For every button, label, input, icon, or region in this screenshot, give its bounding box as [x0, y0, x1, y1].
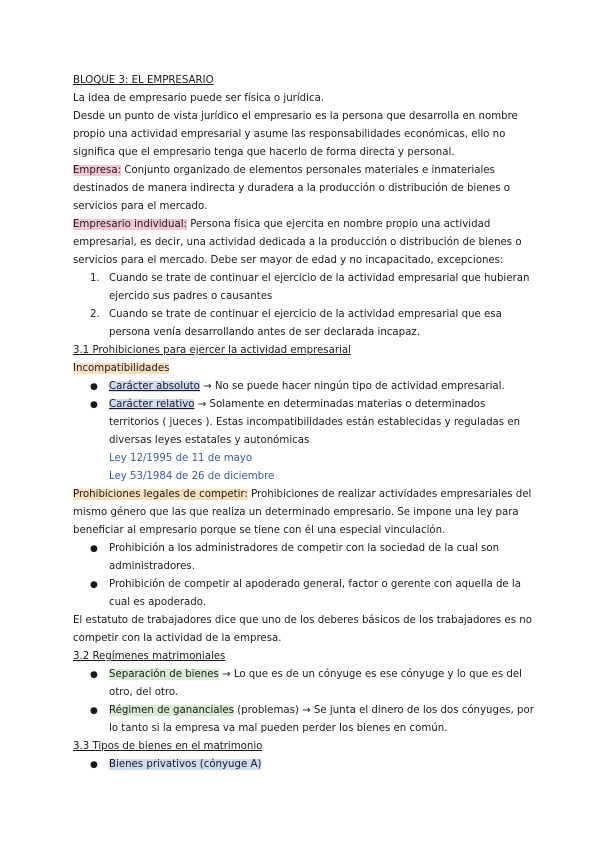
- bullet-icon: ●: [90, 400, 98, 410]
- list-item-cont: persona venía desarrollando antes de ser declarada incapaz.: [109, 327, 420, 338]
- list-item-cont: cual es apoderado.: [109, 597, 207, 608]
- intro-line: propio una actividad empresarial y asume las responsabilidades económicas, ello no: [73, 129, 506, 140]
- list-item: ● Prohibición de competir al apoderado general, factor o gerente con aquella de la: [73, 576, 533, 594]
- privativos-term: Bienes privativos (cónyuge A): [109, 759, 262, 770]
- empresa-term: Empresa:: [73, 165, 122, 176]
- list-item: [73, 756, 533, 774]
- separacion-term: Separación de bienes: [109, 669, 219, 680]
- individual-line: servicios para el mercado. Debe ser mayor de edad y no incapacitado, excepciones:: [73, 255, 504, 266]
- list-item: ● Régimen de gananciales (problemas) → Se junta el dinero de los dos cónyuges, por: [73, 702, 533, 720]
- individual-definition: Empresario individual: Persona física que ejercita en nombre propio una actividad: [73, 219, 491, 230]
- empresa-definition: Empresa: Conjunto organizado de elementos personales materiales e inmateriales: [73, 165, 495, 176]
- intro-line: La idea de empresario puede ser física o jurídica.: [73, 93, 325, 104]
- empresa-line: destinados de manera indirecta y duradera a la producción o distribución de bienes o: [73, 183, 511, 194]
- list-item: ● Prohibición a los administradores de competir con la sociedad de la cual son: [73, 540, 533, 558]
- individual-line: empresarial, es decir, una actividad dedicada a la producción o distribución de bienes o: [73, 237, 522, 248]
- legales-term: Prohibiciones legales de competir:: [73, 489, 248, 500]
- page-title: BLOQUE 3: EL EMPRESARIO: [73, 75, 214, 86]
- list-item: ● Carácter absoluto → No se puede hacer ningún tipo de actividad empresarial.: [73, 378, 533, 396]
- bullet-icon: ●: [90, 544, 98, 554]
- empresa-line: servicios para el mercado.: [73, 201, 208, 212]
- law-link[interactable]: Ley 12/1995 de 11 de mayo: [109, 453, 253, 464]
- bullet-icon: ●: [90, 580, 98, 590]
- list-item-cont: territorios ( jueces ). Estas incompatibilidades están establecidas y reguladas en: [109, 417, 521, 428]
- absoluto-term: Carácter absoluto: [109, 381, 200, 392]
- section-heading-3-1: 3.1 Prohibiciones para ejercer la actividad empresarial: [73, 345, 351, 356]
- list-item: 2. Cuando se trate de continuar el ejercicio de la actividad empresarial que esa: [90, 309, 502, 320]
- list-item-cont: ejercido sus padres o causantes: [109, 291, 273, 302]
- list-item-cont: diversas leyes estatales y autonómicas: [109, 435, 310, 446]
- list-item: 1. Cuando se trate de continuar el ejercicio de la actividad empresarial que hubieran: [90, 273, 530, 284]
- list-item-cont: otro, del otro.: [109, 687, 179, 698]
- gananciales-term: Régimen de gananciales: [109, 705, 234, 716]
- list-item-cont: administradores.: [109, 561, 195, 572]
- bullet-icon: ●: [90, 382, 98, 392]
- relativo-term: Carácter relativo: [109, 399, 195, 410]
- incompatibilidades-subheading: Incompatibilidades: [73, 363, 170, 374]
- document-page: [73, 72, 533, 774]
- bullet-icon: ●: [90, 706, 98, 716]
- bullet-icon: ●: [90, 670, 98, 680]
- law-link[interactable]: Ley 53/1984 de 26 de diciembre: [109, 471, 275, 482]
- section-heading-3-3: 3.3 Tipos de bienes en el matrimonio: [73, 741, 263, 752]
- individual-term: Empresario individual:: [73, 219, 187, 230]
- estatuto-line: competir con la actividad de la empresa.: [73, 633, 282, 644]
- list-item: ● Carácter relativo → Solamente en determinadas materias o determinados: [73, 396, 533, 414]
- list-item: ● Separación de bienes → Lo que es de un cónyuge es ese cónyuge y lo que es del: [73, 666, 533, 684]
- bullet-icon: ●: [90, 760, 98, 770]
- intro-line: significa que el empresario tenga que hacerlo de forma directa y personal.: [73, 147, 455, 158]
- legales-line: beneficiar al empresario porque se tiene con él una especial vinculación.: [73, 525, 446, 536]
- intro-line: Desde un punto de vista jurídico el empresario es la persona que desarrolla en nombre: [73, 111, 518, 122]
- estatuto-line: El estatuto de trabajadores dice que uno de los deberes básicos de los trabajadores es no: [73, 615, 532, 626]
- legales-definition: Prohibiciones legales de competir: Prohibiciones de realizar actividades empresariales del: [73, 489, 532, 500]
- list-item-cont: lo tanto si la empresa va mal pueden perder los bienes en común.: [109, 723, 448, 734]
- section-heading-3-2: 3.2 Regímenes matrimoniales: [73, 651, 226, 662]
- legales-line: mismo género que las que realiza un determinado empresario. Se impone una ley para: [73, 507, 519, 518]
